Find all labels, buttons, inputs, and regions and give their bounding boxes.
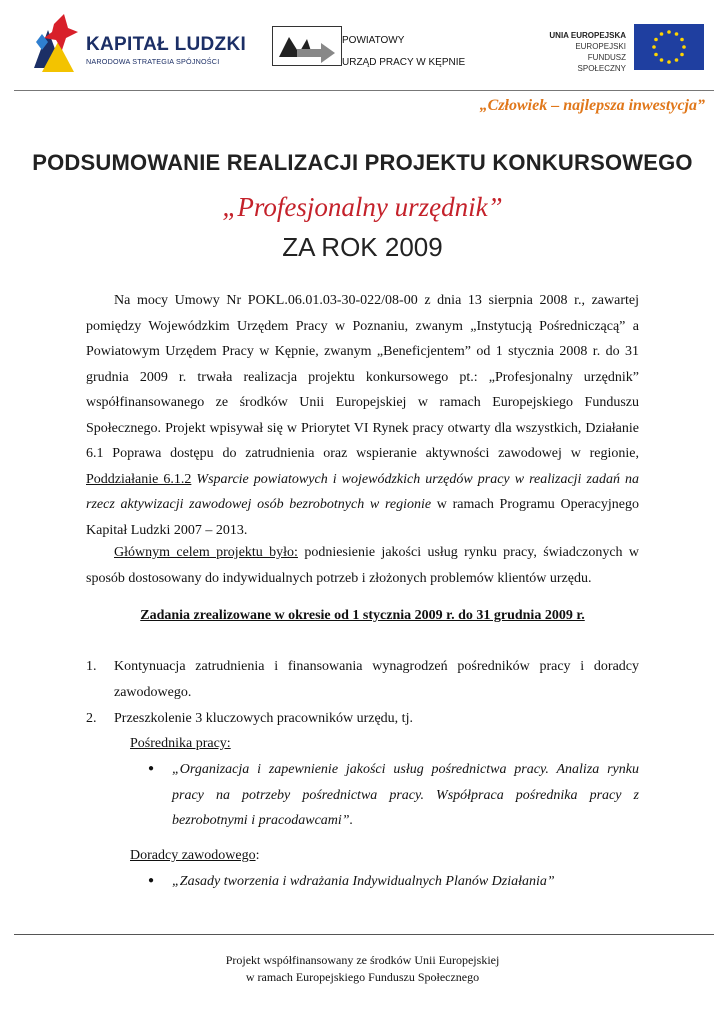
eu-star-icon xyxy=(680,38,684,42)
p1-subaction: Poddziałanie 6.1.2 xyxy=(86,471,192,487)
sub-label-colon: : xyxy=(255,848,260,863)
eu-flag-icon xyxy=(634,24,704,70)
eu-star-icon xyxy=(660,32,664,36)
list-text: Przeszkolenie 3 kluczowych pracowników urzędu, tj. xyxy=(114,711,413,726)
sub-label-text: Pośrednika pracy: xyxy=(130,736,231,751)
pup-logo xyxy=(272,26,342,66)
header-divider xyxy=(14,90,714,91)
eu-star-icon xyxy=(675,32,679,36)
list-item xyxy=(0,706,725,732)
pup-line-2: URZĄD PRACY W KĘPNIE xyxy=(342,57,466,68)
eu-stars xyxy=(634,24,704,70)
p1-italic: Wsparcie powiatowych i wojewódzkich urzędów pracy w realizacji zadań na rzecz aktywizacji zawodowej osób bezrobotnych w regionie xyxy=(86,471,639,512)
sub-label-text: Doradcy zawodowego xyxy=(130,848,256,863)
eu-line-2: EUROPEJSKI xyxy=(575,42,626,51)
footer-line-2: w ramach Europejskiego Funduszu Społecznego xyxy=(245,970,480,984)
project-name: „Profesjonalny urzędnik” xyxy=(222,192,503,222)
page-title: PODSUMOWANIE REALIZACJI PROJEKTU KONKURSOWEGO xyxy=(32,150,693,175)
kapital-ludzki-title: KAPITAŁ LUDZKI xyxy=(86,34,247,55)
eu-star-icon xyxy=(667,30,671,34)
eu-text xyxy=(540,30,626,74)
footer-line-1: Projekt współfinansowany ze środków Unii Europejskiej xyxy=(225,953,500,967)
eu-line-1: UNIA EUROPEJSKA xyxy=(549,31,626,40)
motto: „Człowiek – najlepsza inwestycja” xyxy=(479,97,705,114)
footer xyxy=(0,952,725,986)
list-text: Kontynuacja zatrudnienia i finansowania wynagrodzeń pośredników pracy i doradcy zawodowego. xyxy=(114,659,639,700)
bullet-item xyxy=(0,757,725,837)
bullet-icon: ● xyxy=(148,875,155,886)
paragraph-2 xyxy=(86,540,639,591)
eu-star-icon xyxy=(654,53,658,57)
eu-star-icon xyxy=(682,45,686,49)
kapital-ludzki-emblem-icon xyxy=(28,12,82,78)
bullet-item xyxy=(0,869,725,897)
pup-line-1: POWIATOWY xyxy=(342,35,405,46)
eu-line-3: FUNDUSZ SPOŁECZNY xyxy=(577,53,626,73)
pup-name xyxy=(342,30,465,74)
eu-star-icon xyxy=(652,45,656,49)
eu-star-icon xyxy=(680,53,684,57)
p1-end: w ramach Programu Operacyjnego Kapitał Ludzki 2007 – 2013. xyxy=(86,497,639,538)
p1-text: Na mocy Umowy Nr POKL.06.01.03-30-022/08-00 z dnia 13 sierpnia 2008 r., zawartej pomiędzy Wojewódzkim Urzędem Pracy w Poznaniu, zwanym „Instytucją Pośredniczącą” a Powiatowym Urzędem Pracy w Kępnie, zwanym „Beneficjentem” od 1 stycznia 2008 r. do 31 grudnia 2009 r. trwała realizacja projektu konkursowego pt.: „Profesjonalny urzędnik” współfinansowanego ze środków Unii Europejskiej w ramach Europejskiego Funduszu Społecznego. Projekt wpisywał się w Priorytet VI Rynek pracy otwarty dla wszystkich, Działanie 6.1 Poprawa dostępu do zatrudnienia oraz wspieranie aktywności zawodowej w regionie, xyxy=(86,293,639,461)
tasks-heading xyxy=(0,608,725,624)
sub-label-posrednik xyxy=(130,731,231,757)
bullet-text: „Zasady tworzenia i wdrażania Indywidualnych Planów Działania” xyxy=(172,874,555,889)
eu-star-icon xyxy=(654,38,658,42)
pup-arrow-icon xyxy=(273,27,341,65)
p2-text: podniesienie jakości usług rynku pracy, świadczonych w sposób dostosowany do indywidualnych potrzeb i złożonych problemów klientów urzędu. xyxy=(86,545,639,586)
sub-label-doradca xyxy=(130,843,259,869)
paragraph-1 xyxy=(86,288,639,543)
eu-star-icon xyxy=(667,60,671,64)
list-number: 1. xyxy=(86,659,97,674)
title-year: ZA ROK 2009 xyxy=(282,232,443,262)
tasks-heading-text: Zadania zrealizowane w okresie od 1 stycznia 2009 r. do 31 grudnia 2009 r. xyxy=(140,608,585,623)
eu-star-icon xyxy=(675,58,679,62)
list-number: 2. xyxy=(86,711,97,726)
kapital-ludzki-logo xyxy=(28,12,258,78)
list-item xyxy=(0,654,725,706)
kapital-ludzki-subtitle: NARODOWA STRATEGIA SPÓJNOŚCI xyxy=(86,57,220,66)
footer-divider xyxy=(14,934,714,935)
p2-label: Głównym celem projektu było: xyxy=(114,545,298,560)
bullet-text: „Organizacja i zapewnienie jakości usług pośrednictwa pracy. Analiza rynku pracy na potrzeby pośrednictwa pracy. Współpraca pośrednika pracy z bezrobotnymi i pracodawcami”. xyxy=(172,762,639,828)
bullet-icon: ● xyxy=(148,763,155,774)
eu-star-icon xyxy=(660,58,664,62)
